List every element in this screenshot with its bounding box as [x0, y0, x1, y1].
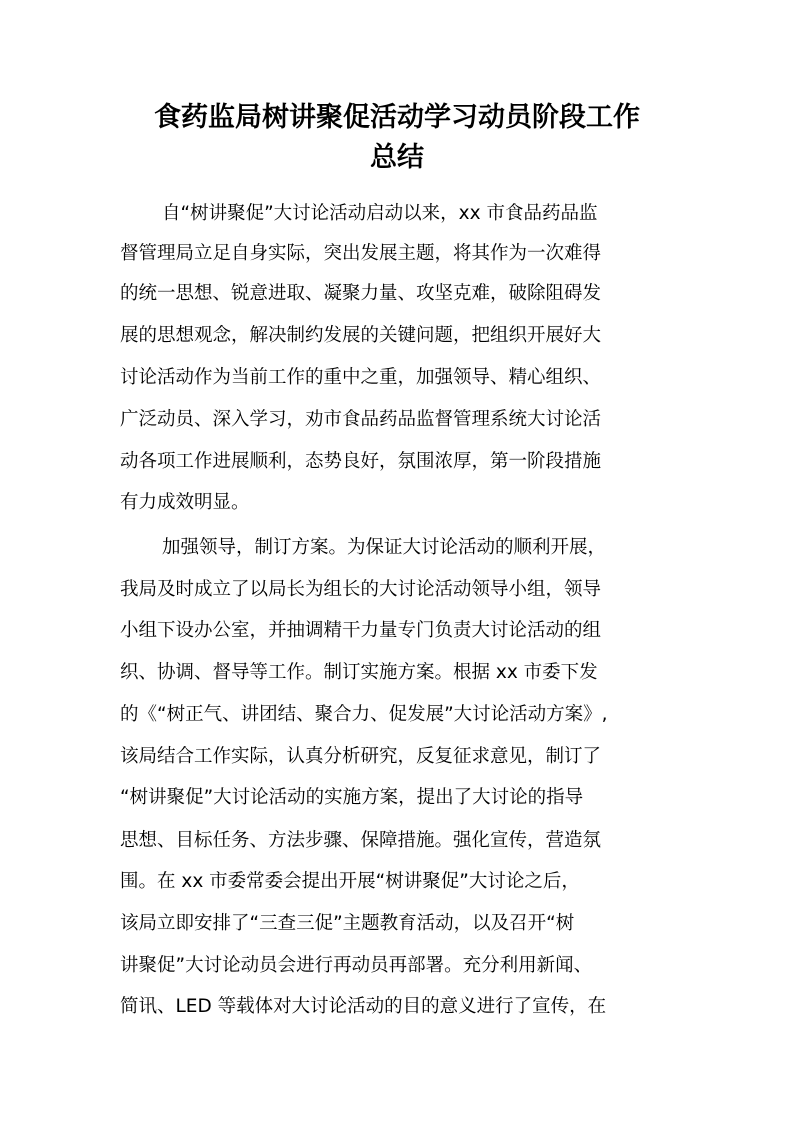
paragraph-line: 自“树讲聚促”大讨论活动启动以来，xx 市食品药品监	[162, 203, 598, 224]
paragraph-line: 该局立即安排了“三查三促”主题教育活动，以及召开“树	[120, 913, 575, 934]
document-title-line-1: 食药监局树讲聚促活动学习动员阶段工作	[154, 102, 640, 133]
paragraph-line: 小组下设办公室，并抽调精干力量专门负责大讨论活动的组	[120, 620, 602, 641]
paragraph-line: 督管理局立足自身实际，突出发展主题，将其作为一次难得	[120, 243, 602, 264]
paragraph-line: 织、协调、督导等工作。制订实施方案。根据 xx 市委下发	[120, 662, 598, 683]
paragraph-line: 讨论活动作为当前工作的重中之重，加强领导、精心组织、	[120, 367, 602, 388]
paragraph-line: “树讲聚促”大讨论活动的实施方案，提出了大讨论的指导	[120, 787, 584, 808]
paragraph-line: 的统一思想、锐意进取、凝聚力量、攻坚克难，破除阻碍发	[120, 283, 602, 304]
document-title-line-2: 总结	[370, 142, 424, 173]
paragraph-line: 加强领导，制订方案。为保证大讨论活动的顺利开展，	[162, 537, 607, 558]
paragraph-line: 讲聚促”大讨论动员会进行再动员再部署。充分利用新闻、	[120, 955, 593, 976]
paragraph-line: 围。在 xx 市委常委会提出开展“树讲聚促”大讨论之后，	[120, 871, 580, 892]
paragraph-line: 有力成效明显。	[120, 492, 250, 513]
paragraph-line: 思想、目标任务、方法步骤、保障措施。强化宣传，营造氛	[120, 830, 602, 851]
paragraph-line: 简讯、LED 等载体对大讨论活动的目的意义进行了宣传，在	[120, 996, 607, 1017]
paragraph-line: 的《“树正气、讲团结、聚合力、促发展”大讨论活动方案》,	[120, 704, 608, 725]
paragraph-line: 动各项工作进展顺利，态势良好，氛围浓厚，第一阶段措施	[120, 451, 602, 472]
paragraph-line: 该局结合工作实际，认真分析研究，反复征求意见，制订了	[120, 746, 602, 767]
paragraph-line: 展的思想观念，解决制约发展的关键问题，把组织开展好大	[120, 325, 602, 346]
paragraph-line: 广泛动员、深入学习，劝市食品药品监督管理系统大讨论活	[120, 409, 602, 430]
paragraph-line: 我局及时成立了以局长为组长的大讨论活动领导小组，领导	[120, 579, 602, 600]
